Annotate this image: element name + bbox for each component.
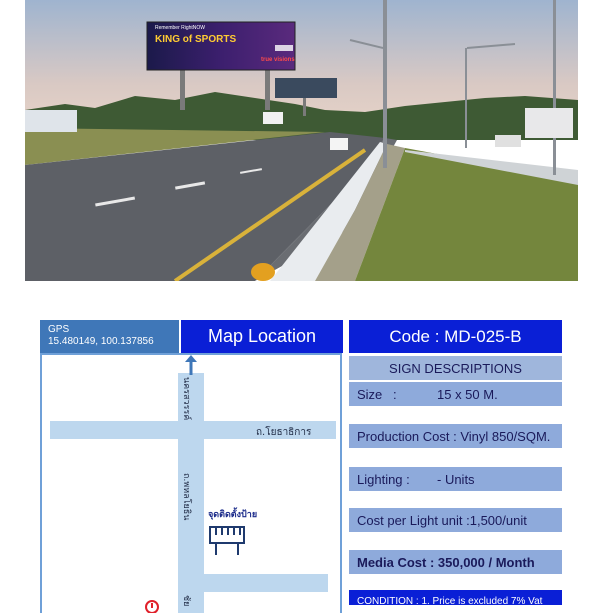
location-map — [40, 353, 342, 613]
cost-per-light-row: Cost per Light unit :1,500/unit — [349, 508, 562, 532]
billboard-line1: Remember RightNOW — [155, 25, 206, 31]
billboard-icon — [208, 523, 248, 557]
code-header: Code : MD-025-B — [349, 320, 562, 353]
lighting-label: Lighting : — [357, 471, 410, 487]
billboard-headline: KING of SPORTS — [155, 34, 237, 45]
media-cost-row: Media Cost : 350,000 / Month — [349, 550, 562, 574]
gps-coordinates: 15.480149, 100.137856 — [48, 336, 154, 347]
billboard-brand: true visions — [261, 57, 295, 63]
size-separator: : — [393, 386, 397, 402]
road-name-horizontal: ถ.โยธาธิการ — [256, 427, 312, 438]
sign-descriptions-heading: SIGN DESCRIPTIONS — [349, 356, 562, 380]
road-name-vertical-main: ถ.พหลโยธิน — [181, 473, 191, 521]
roadside-billboard-photo — [25, 0, 578, 281]
north-arrow-icon — [184, 355, 198, 375]
gps-box — [40, 320, 179, 353]
size-label: Size — [357, 386, 383, 402]
landmark-marker-icon — [144, 599, 160, 613]
size-row — [349, 382, 562, 406]
lighting-value: - Units — [437, 471, 475, 487]
condition-row: CONDITION : 1. Price is excluded 7% Vat — [349, 590, 562, 605]
sign-location-label: จุดติดตั้งป้าย — [208, 510, 258, 520]
lighting-row — [349, 467, 562, 491]
road-name-vertical-bottom: ชัย — [181, 595, 191, 607]
road-side-branch — [204, 574, 328, 592]
road-name-vertical-top: นครสวรรค์ — [181, 377, 191, 421]
map-location-title: Map Location — [181, 320, 343, 353]
production-cost-row: Production Cost : Vinyl 850/SQM. — [349, 424, 562, 448]
size-value: 15 x 50 M. — [437, 386, 498, 402]
gps-label: GPS — [48, 324, 70, 335]
